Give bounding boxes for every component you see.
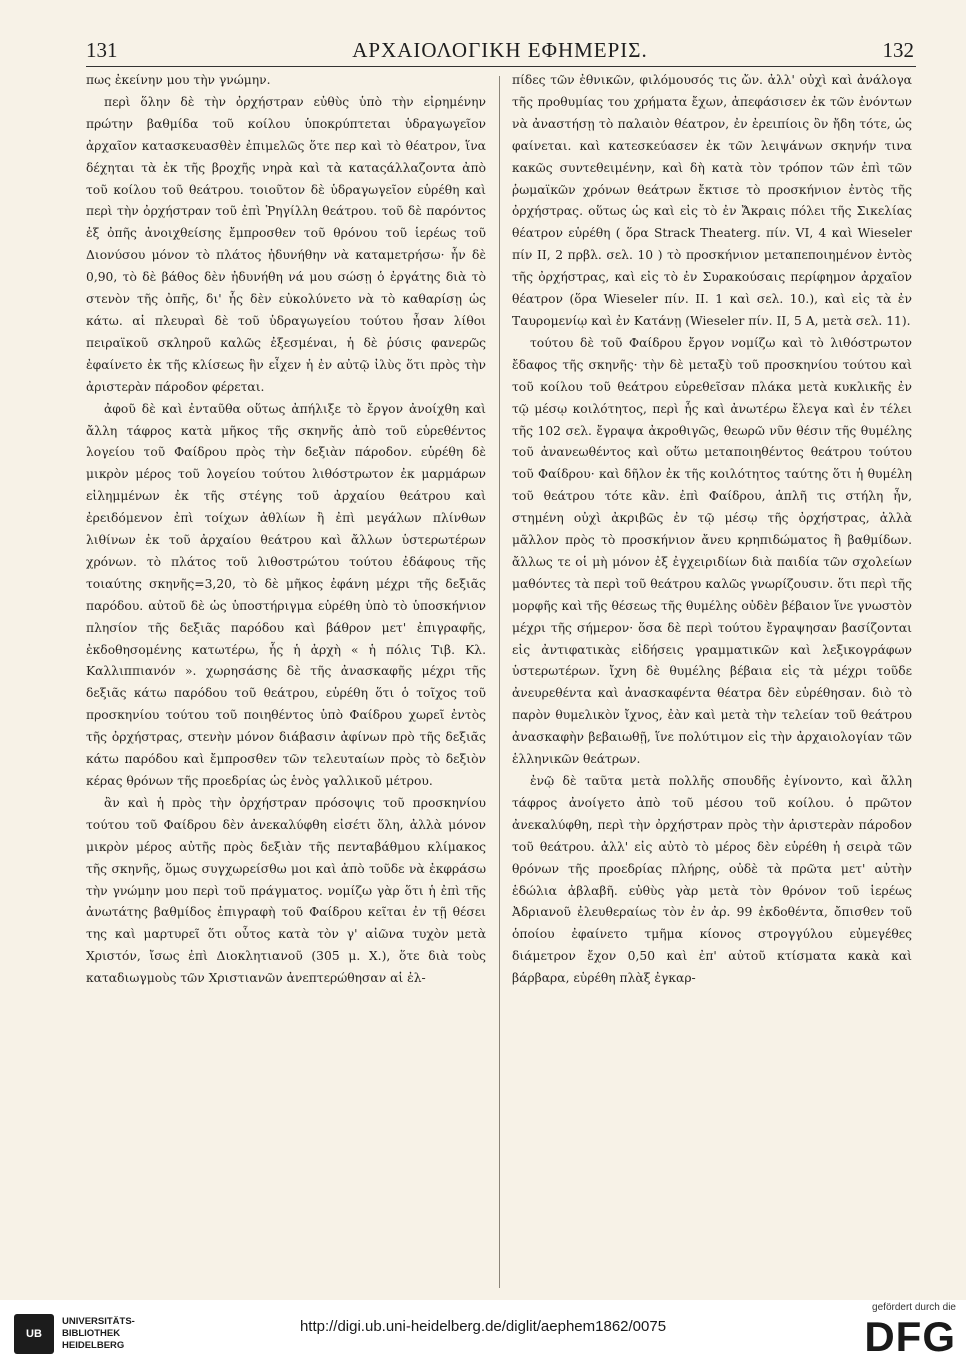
left-column (86, 70, 486, 990)
permalink-url[interactable]: http://digi.ub.uni-heidelberg.de/diglit/aephem1862/0075 (299, 1318, 667, 1335)
paragraph: τούτου δὲ τοῦ Φαίδρου ἔργον νομίζω καὶ τὸ λιθόστρωτον ἔδαφος τῆς σκηνῆς· τὴν δὲ μεταξὺ τοῦ προσκηνίου τούτου καὶ τοῦ κοίλου τοῦ θεάτρου εὑρεθεῖσαν πλάκα μετὰ κυκλικῆς ἐν τῷ μέσῳ κοιλότητος, περὶ ἧς καὶ ἀνωτέρω ἔλεγα καὶ ἐν τέλει τῆς 102 σελ. ἔγραψα ἀκροθιγῶς, θεωρῶ νῦν θέσιν τῆς θυμέλης τοῦ ἀνανεωθέντος καὶ οὕτω μεταποιηθέντος θεάτρου τούτου τοῦ Φαίδρου· καὶ δῆλον ἐκ τῆς κοιλότητος ταύτης ὅτι ἡ θυμέλη τοῦ θεάτρου τότε κἂν. ἐπὶ Φαίδρου, ἁπλῆ τις στήλη ἦν, στημένη οὐχὶ ἀκριβῶς ἐν τῷ μέσῳ τῆς ὀρχήστρας, ἀλλὰ μᾶλλον πρὸς τὸ προσκήνιον ἄνευ κρηπιδώματος ἢ βαθμίδων. ἄλλως τε οἱ μὴ μόνον ἐξ ἐγχειριδίων διὰ παιδία τῶν σχολείων μαθόντες τὰ περὶ τοῦ θεάτρου καλῶς γνωρίζουσιν. ὅτι περὶ τῆς μορφῆς καὶ τῆς θέσεως τῆς θυμέλης οὐδὲν βέβαιον ἵνε γνωστὸν μέχρι τῆς σήμερον· ὅσα δὲ περὶ τούτου ἔγραψησαν βασίζονται εἰς ἀντιφατικὰς εἰδήσεις γραμματικῶν καὶ λεξικογράφων ὑστερωτέρων. ἴχνη δὲ θυμέλης βέβαια εἰς τὰ μέχρι τοῦδε ἀνευρεθέντα καὶ ἀνασκαφέντα θέατρα δὲν εὑρέθησαν. διὸ τὸ παρὸν θυμελικὸν ἴχνος, ἐὰν καὶ μετὰ τὴν τελείαν τοῦ θεάτρου ἀνασκαφὴν βεβαιωθῇ, ἵνε πολύτιμον εἰς τὴν ἀρχαιολογίαν τῶν ἑλληνικῶν θεάτρων. (512, 335, 912, 767)
funder-caption: gefördert durch die (872, 1302, 956, 1313)
paragraph: ἐνῷ δὲ ταῦτα μετὰ πολλῆς σπουδῆς ἐγίνοντο, καὶ ἄλλη τάφρος ἀνοίγετο ἀπὸ τοῦ μέσου τοῦ κοίλου. ὁ πρῶτον ἀνεκαλύφθη, περὶ τὴν ὀρχήστραν πρὸς τὴν ἀριστερὰν πάροδον τοῦ θεάτρου. ἀλλ' εἰς αὐτὸ τὸ μέρος δὲν εὑρέθη ἡ σειρὰ τῶν θρόνων τῆς προεδρίας πλήρης, οὐδὲ τὰ πρῶτα μετ' αὐτὴν ἑδώλια ἀβλαβῆ. εὐθὺς γὰρ μετὰ τὸν θρόνον τοῦ ἱερέως Ἀδριανοῦ ἐλευθεραίως τὸν ἐν ἀρ. 99 ἐκδοθέντα, ὄπισθεν τοῦ ὁποίου ἐφαίνετο τμῆμα κίονος στρογγύλου εὐμεγέθες διάμετρον ἔχον 0,50 καὶ ἐπ' αὐτοῦ κτίσματα κακὰ καὶ βάρβαρα, εὑρέθη πλὰξ ἐγκαρ- (512, 774, 912, 986)
column-divider (499, 76, 500, 1288)
paragraph: περὶ ὅλην δὲ τὴν ὀρχήστραν εὐθὺς ὑπὸ τὴν εἰρημένην πρώτην βαθμίδα τοῦ κοίλου ὑποκρύπτεται ὑδραγωγεῖον ἀρχαῖον κατασκευασθὲν ἐπιμελῶς ὅτε περ καὶ τὸ θέατρον, ἵνα δέχηται τὰ ἐκ τῆς βροχῆς νηρὰ καὶ τὰ καταςάλλαζοντα ἀπὸ τοῦ κοίλου τοῦ θεάτρου. τοιοῦτον δὲ ὑδραγωγεῖον εὑρέθη καὶ περὶ τὴν ὀρχήστραν τοῦ ἐπὶ Ῥηγίλλη θεάτρου. τοῦ δὲ παρόντος ἐξ ὀπῆς ἀνοιχθείσης ἔμπροσθεν τοῦ θρόνου τοῦ ἱερέως τοῦ Διονύσου μόνον τὸ πλάτος ἠδυνήθην νὰ καταμετρήσω· ἦν δὲ 0,90, τὸ δὲ βάθος δὲν ἠδυνήθη νά μου σώσῃ ὁ ἐργάτης διὰ τὸ στενὸν τῆς ὀπῆς, δι' ἧς δὲν εὐκολύνετο νὰ τὸ καθαρίσῃ ὡς κάτω. αἱ πλευραὶ δὲ τοῦ ὑδραγωγείου τούτου ἦσαν λίθοι πειραϊκοῦ σκληροῦ καλῶς ἐξεσμέναι, ἡ δὲ ῥύσις φανερῶς ἐφαίνετο ἐκ τῆς κλίσεως ἣν εἶχεν ἡ ἐν αὐτῷ ἰλὺς ὅτι πρὸς τὴν ἀριστερὰν πάροδον φέρεται. (86, 94, 486, 394)
paragraph: ἀφοῦ δὲ καὶ ἐνταῦθα οὕτως ἀπήλιξε τὸ ἔργον ἀνοίχθη καὶ ἄλλη τάφρος κατὰ μῆκος τῆς σκηνῆς ἀπὸ τοῦ εὑρεθέντος λογείου τοῦ Φαίδρου πρὸς τὴν δεξιὰν πάροδον. εὑρέθη δὲ μικρὸν μέρος τοῦ λογείου τούτου λιθόστρωτον ἐκ μαρμάρων εἰλημμένων ἐκ τῆς στέγης τοῦ ἀρχαίου θεάτρου καὶ ἐρειδόμενον ἐπὶ τοίχων ἀθλίων ἢ ἐπὶ μεγάλων πλίνθων λιθίνων ἐκ τοῦ ἀρχαίου θεάτρου καὶ ἄλλων ὑστερωτέρων χρόνων. τὸ πλάτος τοῦ λιθοστρώτου τούτου ἐδάφους τῆς τοιαύτης σκηνῆς=3,20, τὸ δὲ μῆκος ἐφάνη μέχρι τῆς δεξιᾶς παρόδου. αὐτοῦ δὲ ὡς ὑποστήριγμα εὑρέθη ὑπὸ τὸ ὑποσκήνιον πλησίον τῆς δεξιᾶς παρόδου καὶ βάθρον μετ' ἐπιγραφῆς, ἐκδοθησομένης κατωτέρω, ἧς ἡ ἀρχὴ « ἡ πόλις Τιβ. Κλ. Καλλιππιανόν ». χωρησάσης δὲ τῆς ἀνασκαφῆς μέχρι τῆς δεξιᾶς κάτω παρόδου τοῦ θεάτρου, εὑρέθη ὅτι ὁ τοῖχος τοῦ προσκηνίου τούτου τοῦ ποιηθέντος ὑπὸ Φαίδρου χωρεῖ ἐντὸς τῆς ὀρχήστρας, στενὴν μόνον διάβασιν ἀφίνων πρὸ τῆς δεξιᾶς κάτω παρόδου καὶ ἔμπροσθεν τῶν τελευταίων πρὸς τὸ δεξιὸν κέρας θρόνων τῆς προεδρίας ὡς ἑνὸς γαλλικοῦ μέτρου. (86, 401, 486, 788)
paragraph: πίδες τῶν ἐθνικῶν, φιλόμουσός τις ὤν. ἀλλ' οὐχὶ καὶ ἀνάλογα τῆς προθυμίας του χρήματα ἔχων, ἀπεφάσισεν ἐκ τῶν ἐνόντων νὰ ἀναστήσῃ τὸ παλαιὸν θέατρον, ἐν ἐρειπίοις ὂν ἤδη τότε, ὡς φαίνεται. καὶ κατεσκεύασεν ἐκ τῶν λειψάνων σκηνήν τινα κακῶς συντεθειμένην, καὶ δὴ κατὰ τὸν τρόπον τῶν ἐπὶ τῶν ῥωμαϊκῶν χρόνων θεάτρων ἔκτισε τὸ προσκήνιον ἐντὸς τῆς ὀρχήστρας. οὕτως ὡς καὶ εἰς τὸ ἐν Ἄκραις πόλει τῆς Σικελίας θέατρον εὑρέθη ( ὅρα Strack Theaterg. πίν. VI, 4 καὶ Wieseler πίν II, 2 πρβλ. σελ. 10 ) τὸ προσκήνιον μεταπεποιημένον ἐντὸς τῆς ὀρχήστρας, καὶ εἰς τὸ ἐν Συρακούσαις περίφημον ἀρχαῖον θέατρον (ὅρα Wieseler πίν. II. 1 καὶ σελ. 10.), καὶ εἰς τὰ ἐν Ταυρομενίῳ καὶ ἐν Κατάνῃ (Wieseler πίν. II, 5 A, μετὰ σελ. 11). (512, 73, 912, 328)
page-number-left: 131 (86, 38, 118, 62)
journal-title: ΑΡΧΑΙΟΛΟΓΙΚΗ ΕΦΗΜΕΡΙΣ. (352, 38, 648, 62)
right-column (512, 70, 912, 990)
page-number-right: 132 (882, 38, 914, 62)
library-seal-icon: UB (14, 1314, 54, 1354)
dfg-logo: DFG (864, 1313, 956, 1360)
library-name: UNIVERSITÄTS- BIBLIOTHEK HEIDELBERG (62, 1316, 135, 1351)
header-rule (86, 66, 916, 67)
paragraph: πως ἐκείνην μου τὴν γνώμην. (86, 73, 271, 87)
paragraph: ἂν καὶ ἡ πρὸς τὴν ὀρχήστραν πρόσοψις τοῦ προσκηνίου τούτου τοῦ Φαίδρου δὲν ἀνεκαλύφθη εἰσέτι ὅλη, ἀλλὰ μόνον μικρὸν μέρος αὐτῆς πρὸς δεξιὰν τῆς πενταβάθμου κλίμακος τῆς σκηνῆς, ὅμως συγχωρείσθω μοι καὶ ἀπὸ τοῦδε νὰ ἐκφράσω τὴν γνώμην μου περὶ τοῦ πράγματος. νομίζω γὰρ ὅτι ἡ ἐπὶ τῆς ἀνωτάτης βαθμίδος ἐπιγραφὴ τοῦ Φαίδρου κεῖται ἐν τῇ θέσει της καὶ μαρτυρεῖ ὅτι οὗτος κατὰ τὸν γ' αἰῶνα τυχὸν μετὰ Χριστόν, ἴσως ἐπὶ Διοκλητιανοῦ (305 μ. Χ.), ὅτε διὰ τοὺς καταδιωγμοὺς τῶν Χριστιανῶν ἀνεπτερώθησαν αἱ ἐλ- (86, 795, 486, 986)
running-header (86, 38, 914, 68)
funder-block[interactable] (806, 1302, 956, 1368)
